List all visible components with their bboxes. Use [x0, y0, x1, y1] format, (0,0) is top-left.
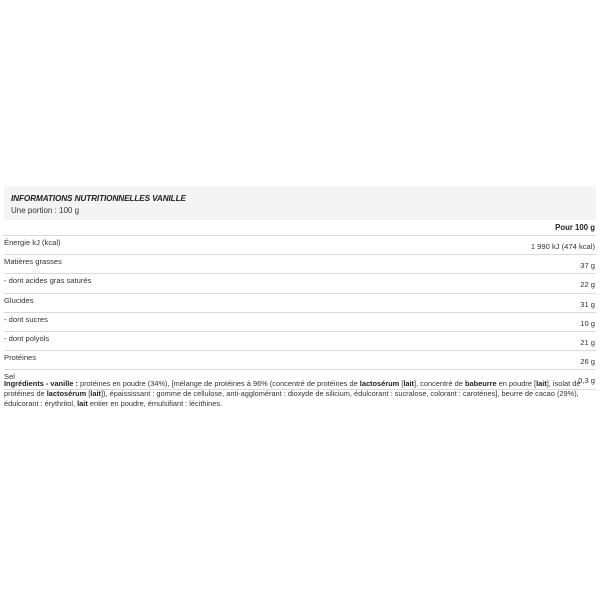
nutrition-row — [4, 236, 596, 254]
nutrient-label: Matières grasses — [4, 257, 62, 267]
panel-header — [4, 186, 596, 220]
panel-title: INFORMATIONS NUTRITIONNELLES VANILLE — [11, 194, 186, 203]
nutrient-value: 37 g — [580, 261, 595, 271]
nutrition-panel — [4, 186, 596, 390]
nutrient-value: 21 g — [580, 337, 595, 347]
nutrient-value: 1 990 kJ (474 kcal) — [530, 242, 595, 251]
column-header-row — [4, 223, 596, 235]
ingredient-text: en poudre [ — [496, 379, 537, 388]
portion-label: Une portion : 100 g — [11, 206, 80, 215]
nutrient-label: Énergie kJ (kcal) — [4, 238, 61, 247]
nutrient-value: 10 g — [580, 318, 595, 328]
nutrient-value: 31 g — [580, 299, 595, 309]
nutrient-value: 0,3 g — [578, 376, 595, 386]
ingredient-emphasis: lait — [403, 379, 415, 388]
ingredient-text: protéines en poudre (34%), [mélange de protéines à 96% (concentré de protéines de — [79, 379, 360, 388]
nutrition-row — [4, 294, 596, 312]
ingredient-text: ], concentré de — [414, 379, 465, 388]
ingredient-text: ], isolat de protéines de — [4, 379, 581, 399]
ingredient-emphasis: lait — [90, 389, 101, 399]
nutrient-label: - dont sucres — [4, 314, 48, 324]
nutrition-row — [4, 351, 596, 369]
nutrition-row — [4, 274, 596, 292]
ingredients-text — [4, 379, 594, 410]
ingredient-emphasis: lactosérum — [46, 389, 87, 399]
nutrient-label: Glucides — [4, 295, 34, 305]
nutrient-value: 22 g — [580, 280, 595, 290]
ingredient-emphasis: lait — [77, 399, 88, 409]
ingredient-emphasis: lactosérum — [359, 379, 400, 388]
nutrition-row — [4, 332, 596, 350]
nutrient-label: - dont acides gras saturés — [4, 276, 92, 286]
nutrient-value: 26 g — [580, 357, 595, 367]
column-header: Pour 100 g — [555, 223, 595, 232]
ingredient-text: ]), épaississant : gomme de cellulose, anti-agglomérant : dioxyde de silicium, édulcorant : sucralose, colorant : caroténes], beurre de cacao (29%), édulcorant : érythritol, — [4, 389, 579, 409]
nutrition-row — [4, 313, 596, 331]
ingredient-text: [ — [399, 379, 404, 388]
nutrition-row — [4, 255, 596, 273]
nutrient-label: - dont polyols — [4, 333, 50, 343]
ingredient-text: [ — [86, 389, 91, 399]
ingredient-text: entier en poudre, émulsifiant : lécithines. — [87, 399, 223, 409]
ingredient-emphasis: babeurre — [464, 379, 497, 388]
ingredient-emphasis: Ingrédients - vanille : — [4, 379, 80, 388]
nutrition-table — [4, 235, 596, 390]
ingredient-emphasis: lait — [536, 379, 547, 388]
nutrient-label: Protéines — [4, 353, 37, 363]
nutrient-label: Sel — [4, 372, 15, 382]
